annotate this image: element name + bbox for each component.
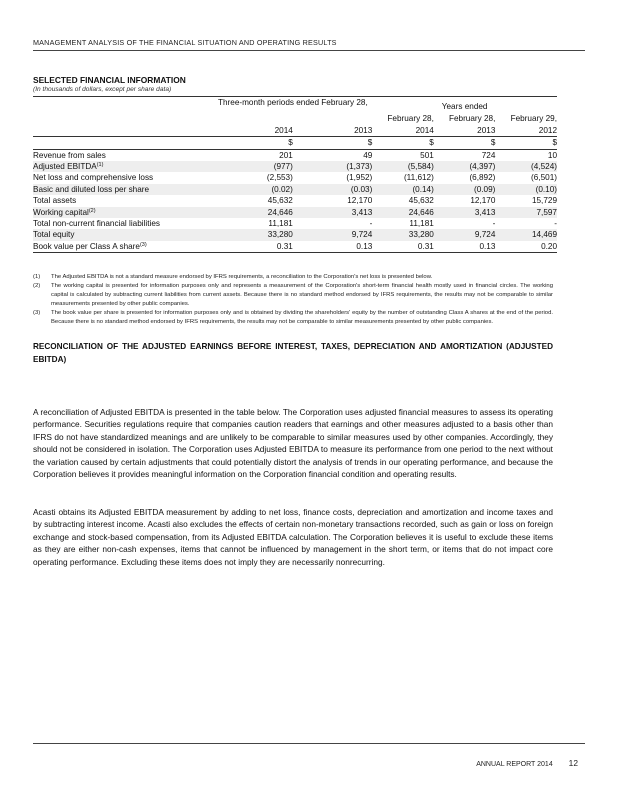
row-label (33, 184, 213, 195)
table-row (33, 161, 557, 172)
row-label-text: Total equity (33, 230, 75, 240)
footnote-text: The Adjusted EBITDA is not a standard measure endorsed by IFRS requirements, a reconciliation to the Corporation's net loss is presented below. (51, 274, 433, 280)
row-label (33, 161, 213, 172)
row-label (33, 218, 213, 229)
table-cell: (5,584) (407, 162, 434, 172)
header-divider (33, 50, 585, 51)
table-cell: (6,892) (469, 173, 496, 183)
quarter-group-header: Three-month periods ended February 28, (217, 98, 368, 107)
table-row (33, 241, 557, 253)
footnote-mark: (1) (33, 274, 41, 280)
table-cell: (0.09) (474, 184, 496, 194)
table-cell: (0.14) (412, 184, 434, 194)
table-cell: - (369, 219, 373, 229)
table-cell: 12,170 (470, 196, 496, 206)
financial-table (33, 96, 557, 253)
page-number: 12 (568, 758, 578, 768)
table-cell: 33,280 (267, 230, 293, 240)
footnote (33, 273, 553, 282)
table-cell: 201 (279, 150, 293, 160)
table-cell: 3,413 (351, 207, 373, 217)
section-title: SELECTED FINANCIAL INFORMATION (33, 75, 186, 85)
row-label (33, 229, 213, 240)
row-label-text: Adjusted EBITDA (33, 162, 97, 172)
table-cell: 0.20 (541, 241, 557, 251)
footnotes (33, 273, 553, 327)
running-header: MANAGEMENT ANALYSIS OF THE FINANCIAL SITUATION AND OPERATING RESULTS (33, 38, 337, 47)
row-label-text: Total assets (33, 196, 77, 206)
section-subtitle: (In thousands of dollars, except per share data) (33, 86, 172, 93)
table-cell: 3,413 (474, 207, 496, 217)
currency-header: $ (490, 138, 496, 148)
currency-header: $ (367, 138, 373, 148)
table-cell: (977) (273, 162, 293, 172)
row-label (33, 195, 213, 206)
table-cell: 0.31 (276, 241, 293, 251)
table-cell: (6,501) (531, 173, 557, 183)
table-row (33, 218, 557, 229)
footnote (33, 309, 553, 327)
table-cell: - (554, 219, 557, 229)
row-label-text: Total non-current financial liabilities (33, 219, 160, 229)
table-cell: (4,524) (531, 162, 557, 172)
footer-divider (33, 743, 585, 744)
table-row (33, 229, 557, 240)
row-label-text: Book value per Class A share (33, 241, 140, 251)
header-label-cell (33, 97, 213, 114)
footnote-reference: (3) (139, 241, 147, 248)
table-row (33, 184, 557, 195)
footnote-text: The working capital is presented for information purposes only and represents a measurement of the Corporation's short-term financial health mostly used in financial circles. The working capital is calculated by subtracting current liabilities from current assets. Because there is no standard method endorsed by IFRS requirements, the results may not be comparable to similar measurements presented by other public companies. (51, 283, 553, 307)
footer-report-label: ANNUAL REPORT 2014 (476, 761, 553, 768)
row-label (33, 149, 213, 161)
footnote-mark: (2) (33, 283, 41, 289)
table-cell: (0.02) (271, 184, 293, 194)
table-cell: (0.10) (535, 184, 557, 194)
footnote-mark: (3) (33, 310, 41, 316)
table-cell: 11,181 (409, 219, 434, 229)
footnote-text: The book value per share is presented for information purposes only and is obtained by dividing the shareholders' equity by the number of outstanding Class A shares at the end of the period. Because there is no standard method endorsed by IFRS requirements, the results may not be comparable to similar measurements presented by other public companies. (51, 310, 553, 325)
table-row (33, 149, 557, 161)
table-cell: 14,469 (531, 230, 557, 240)
reconciliation-title: RECONCILIATION OF THE ADJUSTED EARNINGS BEFORE INTEREST, TAXES, DEPRECIATION AND AMORTIZATION (ADJUSTED EBITDA) (33, 342, 553, 364)
table-cell: 0.31 (417, 241, 434, 251)
year-header: 2014 (274, 125, 293, 135)
row-label-text: Revenue from sales (33, 150, 106, 160)
table-cell: 24,646 (408, 207, 434, 217)
year-date-header: February 29, (510, 114, 557, 124)
table-cell: 15,729 (531, 196, 557, 206)
row-label-text: Working capital (33, 207, 89, 217)
table-cell: (11,612) (403, 173, 434, 183)
table-cell: 501 (420, 150, 434, 160)
table-cell: 24,646 (267, 207, 293, 217)
table-cell: (1,373) (346, 162, 373, 172)
year-header: 2013 (477, 125, 496, 135)
table-cell: 33,280 (408, 230, 434, 240)
year-header: 2014 (415, 125, 434, 135)
table-cell: - (492, 219, 496, 229)
years-group-header: Years ended (441, 102, 488, 111)
table-row (33, 207, 557, 218)
table-cell: 49 (363, 150, 373, 160)
table-row (33, 195, 557, 206)
row-label (33, 207, 213, 218)
row-label (33, 172, 213, 183)
table-cell: 45,632 (267, 196, 293, 206)
year-date-header: February 28, (448, 114, 496, 124)
table-cell: 11,181 (268, 219, 293, 229)
footnote (33, 282, 553, 309)
table-cell: 9,724 (474, 230, 496, 240)
table-cell: 10 (547, 150, 557, 160)
row-label (33, 241, 213, 253)
page-footer (476, 758, 578, 768)
table-cell: 724 (481, 150, 496, 160)
row-label-text: Net loss and comprehensive loss (33, 173, 154, 183)
row-label-text: Basic and diluted loss per share (33, 184, 150, 194)
table-cell: 12,170 (347, 196, 373, 206)
table-row (33, 172, 557, 183)
year-header: 2012 (538, 125, 557, 135)
currency-header: $ (552, 138, 557, 148)
reconciliation-paragraph-2: Acasti obtains its Adjusted EBITDA measurement by adding to net loss, finance costs, depreciation and amortization and income taxes and by subtracting interest income. Acasti also excludes the effects of certain non-monetary transactions recorded, such as gain or loss on foreign exchange and stock-based compensation, from its Adjusted EBITDA calculation. The Corporation believes it is useful to exclude these items as they are either non-cash expenses, items that cannot be influenced by management in the short term, or items that do not impact core operating performance. Excluding these items does not imply they are necessarily nonrecurring. (33, 507, 553, 567)
table-cell: (2,553) (266, 173, 293, 183)
table-cell: 0.13 (479, 241, 496, 251)
year-date-header: February 28, (387, 114, 434, 124)
table-cell: 7,597 (536, 207, 557, 217)
table-cell: (4,397) (469, 162, 496, 172)
table-cell: 0.13 (356, 241, 373, 251)
year-header: 2013 (354, 125, 373, 135)
table-cell: (0.03) (350, 184, 373, 194)
reconciliation-paragraph-1: A reconciliation of Adjusted EBITDA is presented in the table below. The Corporation uses adjusted financial measures to assess its operating performance. Securities regulations require that companies caution readers that earnings and other measures adjusted to a basis other than IFRS do not have standardized meanings and are unlikely to be comparable to similar measures used by other companies. Accordingly, they should not be considered in isolation. The Corporation uses Adjusted EBITDA to measure its performance from one period to the next without the variation caused by certain adjustments that could potentially distort the analysis of trends in our operating performance, and because the Corporation believes it provides meaningful information on the Corporation financial condition and operating results. (33, 407, 553, 480)
footnote-reference: (2) (88, 207, 96, 214)
table-cell: (1,952) (346, 173, 373, 183)
table-cell: 45,632 (408, 196, 434, 206)
currency-header: $ (288, 138, 293, 148)
currency-header: $ (429, 138, 434, 148)
table-cell: 9,724 (351, 230, 373, 240)
footnote-reference: (1) (96, 162, 104, 169)
